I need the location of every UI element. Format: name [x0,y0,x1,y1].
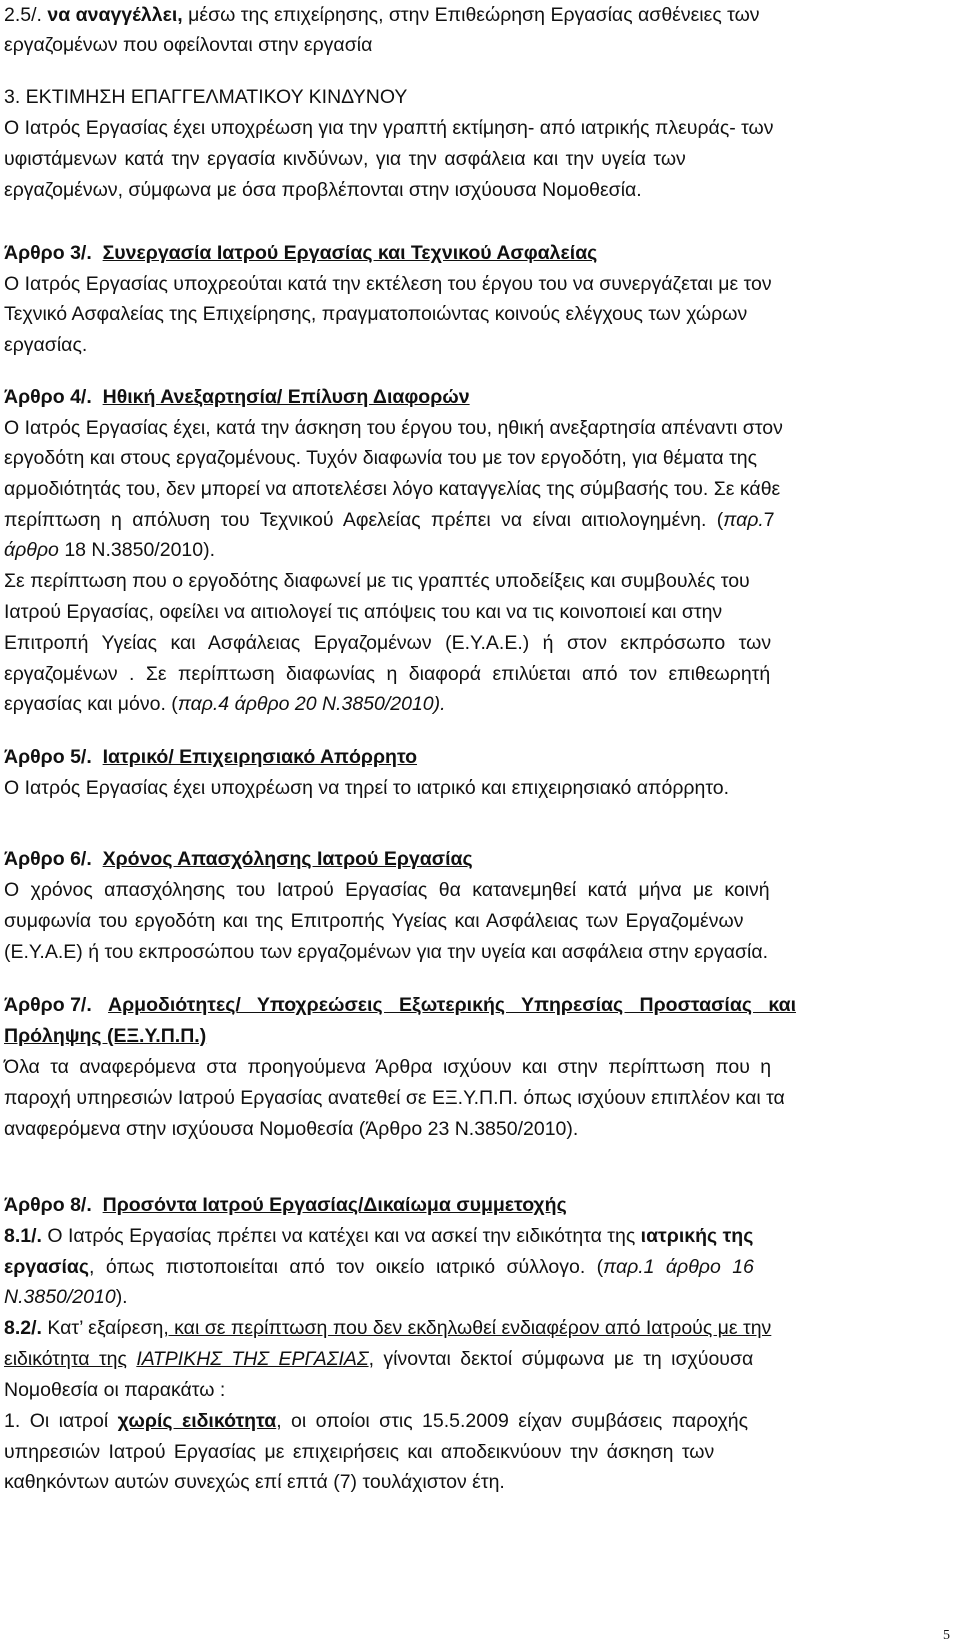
article-3-heading [4,238,956,269]
article-title: Συνεργασία Ιατρού Εργασίας και Τεχνικού Ασφαλείας [102,242,598,264]
article-label: Άρθρο 8/. [4,1194,92,1216]
article-3-line-2: Τεχνικό Ασφαλείας της Επιχείρησης, πραγματοποιώντας κοινούς ελέγχους των χώρων [4,303,748,325]
article-label: Άρθρο 3/. [4,242,92,264]
article-8-item-1-line-3: καθηκόντων αυτών συνεχώς επί επτά (7) τουλάχιστον έτη. [4,1471,505,1493]
article-8-1-line-1: 8.1/. Ο Ιατρός Εργασίας πρέπει να κατέχει και να ασκεί την ειδικότητα της ιατρικής της [4,1225,754,1247]
article-title-continued: Πρόληψης (ΕΞ.Υ.Π.Π.) [4,1025,207,1047]
sec-3-line-3: εργαζομένων, σύμφωνα με όσα προβλέπονται στην ισχύουσα Νομοθεσία. [4,179,642,201]
article-6-line-1: Ο χρόνος απασχόλησης του Ιατρού Εργασίας θα κατανεμηθεί κατά μήνα με κοινή [4,879,770,901]
page-number: 5 [943,1628,950,1643]
article-4-p2-line-4: εργαζομένων . Σε περίπτωση διαφωνίας η διαφορά επιλύεται από τον επιθεωρητή [4,663,771,685]
article-8-2-line-3: Νομοθεσία οι παρακάτω : [4,1379,226,1401]
article-4-heading [4,382,956,413]
article-8-1-line-2: εργασίας, όπως πιστοποιείται από τον οικείο ιατρικό σύλλογο. (παρ.1 άρθρο 16 [4,1256,754,1278]
article-3-line-3: εργασίας. [4,334,88,356]
article-4-p2-line-3: Επιτροπή Υγείας και Ασφάλειας Εργαζομένων (Ε.Υ.Α.Ε.) ή στον εκπρόσωπο των [4,632,772,654]
sec-3-line-1: Ο Ιατρός Εργασίας έχει υποχρέωση για την γραπτή εκτίμηση- από ιατρικής πλευράς- των [4,117,774,139]
article-7-heading [4,990,956,1021]
article-title: Ηθική Ανεξαρτησία/ Επίλυση Διαφορών [102,386,470,408]
subsection-number: 8.1/. [4,1225,42,1247]
article-title: Χρόνος Απασχόλησης Ιατρού Εργασίας [102,848,473,870]
sec-3-line-2: υφιστάμενων κατά την εργασία κινδύνων, για την ασφάλεια και την υγεία των [4,148,686,170]
article-7-heading-line-2 [4,1021,956,1052]
sec-2-5-text: μέσω της επιχείρησης, στην Επιθεώρηση Εργασίας ασθένειες των [188,4,760,26]
article-8-2-line-1: 8.2/. Κατ’ εξαίρεση, και σε περίπτωση που δεν εκδηλωθεί ενδιαφέρον από Ιατρούς με την [4,1317,772,1339]
article-label: Άρθρο 4/. [4,386,92,408]
article-4-p2-line-2: Ιατρού Εργασίας, οφείλει να αιτιολογεί τις απόψεις του και να τις κοινοποιεί και στην [4,601,723,623]
article-label: Άρθρο 6/. [4,848,92,870]
article-7-line-1: Όλα τα αναφερόμενα στα προηγούμενα Άρθρα ισχύουν και στην περίπτωση που η [4,1056,772,1078]
article-8-item-1-line-2: υπηρεσιών Ιατρού Εργασίας με επιχειρήσεις και αποδεικνύουν την άσκηση των [4,1441,715,1463]
article-8-heading [4,1190,956,1221]
article-4-p1-line-1: Ο Ιατρός Εργασίας έχει, κατά την άσκηση του έργου του, ηθική ανεξαρτησία απέναντι στον [4,417,783,439]
sec-2-5-line-2: εργαζομένων που οφείλονται στην εργασία [4,34,373,56]
article-label: Άρθρο 7/. [4,994,92,1016]
article-5-line-1: Ο Ιατρός Εργασίας έχει υποχρέωση να τηρεί το ιατρικό και επιχειρησιακό απόρρητο. [4,777,730,799]
article-6-line-3: (Ε.Υ.Α.Ε) ή του εκπροσώπου των εργαζομένων για την υγεία και ασφάλεια στην εργασία. [4,941,769,963]
article-6-heading [4,844,956,875]
sec-3-heading: 3. ΕΚΤΙΜΗΣΗ ΕΠΑΓΓΕΛΜΑΤΙΚΟΥ ΚΙΝΔΥΝΟΥ [4,86,408,108]
article-8-item-1-line-1: 1. Οι ιατροί χωρίς ειδικότητα, οι οποίοι στις 15.5.2009 είχαν συμβάσεις παροχής [4,1410,749,1432]
article-4-p2-line-5: εργασίας και μόνο. (παρ.4 άρθρο 20 Ν.3850/2010). [4,693,446,715]
item-number: 2.5/. [4,4,42,26]
article-title: Αρμοδιότητες/ Υποχρεώσεις Εξωτερικής Υπηρεσίας Προστασίας και [108,994,797,1016]
article-5-heading [4,742,956,773]
article-4-p2-line-1: Σε περίπτωση που ο εργοδότης διαφωνεί με τις γραπτές υποδείξεις και συμβουλές του [4,570,750,592]
sec-2-5-line-1 [4,0,956,31]
article-4-p1-line-2: εργοδότη και στους εργαζομένους. Τυχόν διαφωνία του με τον εργοδότη, για θέματα της [4,447,758,469]
article-6-line-2: συμφωνία του εργοδότη και της Επιτροπής Υγείας και Ασφάλειας των Εργαζομένων [4,910,744,932]
article-title: Προσόντα Ιατρού Εργασίας/Δικαίωμα συμμετοχής [102,1194,567,1216]
list-number: 1. [4,1410,21,1432]
article-4-p1-line-4: περίπτωση η απόλυση του Τεχνικού Αφελείας πρέπει να είναι αιτιολογημένη. (παρ.7 [4,509,775,531]
article-4-p1-line-3: αρμοδιότητάς του, δεν μπορεί να αποτελέσει λόγο καταγγελίας της σύμβασής του. Σε κάθε [4,478,781,500]
subsection-number: 8.2/. [4,1317,42,1339]
article-label: Άρθρο 5/. [4,746,92,768]
article-7-line-3: αναφερόμενα στην ισχύουσα Νομοθεσία (Άρθρο 23 Ν.3850/2010). [4,1118,579,1140]
article-8-2-line-2: ειδικότητα της ΙΑΤΡΙΚΗΣ ΤΗΣ ΕΡΓΑΣΙΑΣ, γίνονται δεκτοί σύμφωνα με τη ισχύουσα [4,1348,754,1370]
article-7-line-2: παροχή υπηρεσιών Ιατρού Εργασίας ανατεθεί σε ΕΞ.Υ.Π.Π. όπως ισχύουν επιπλέον και τα [4,1087,785,1109]
article-title: Ιατρικό/ Επιχειρησιακό Απόρρητο [102,746,418,768]
article-3-line-1: Ο Ιατρός Εργασίας υποχρεούται κατά την εκτέλεση του έργου του να συνεργάζεται με τον [4,273,772,295]
bold-verb: να αναγγέλλει, [47,4,183,26]
article-8-1-line-3: Ν.3850/2010). [4,1286,128,1308]
article-4-p1-line-5: άρθρο 18 Ν.3850/2010). [4,539,216,561]
